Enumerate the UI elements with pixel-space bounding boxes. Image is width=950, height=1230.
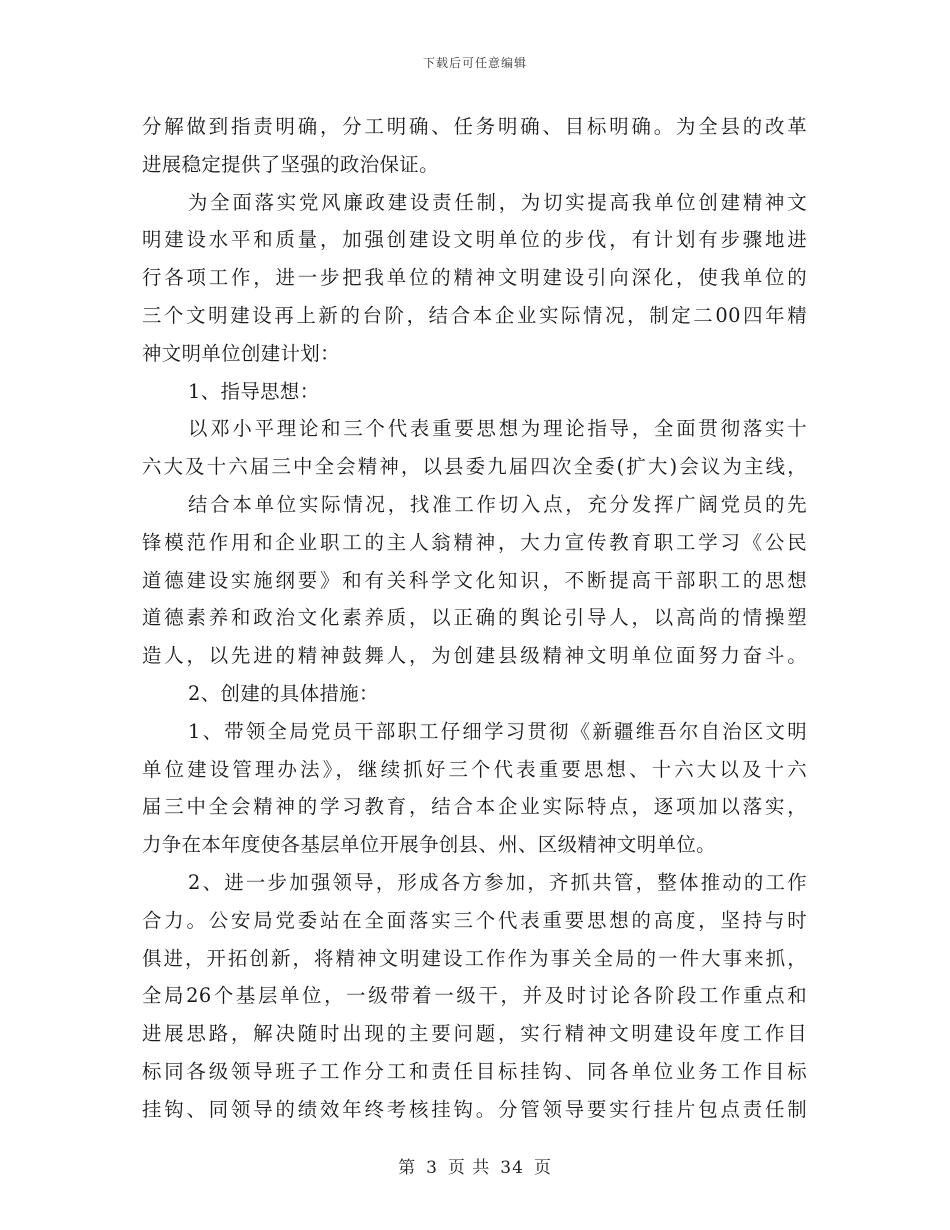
text-line: 力争在本年度使各基层单位开展争创县、州、区级精神文明单位。 bbox=[142, 833, 716, 857]
text-line: 道德建设实施纲要》和有关科学文化知识，不断提高干部职工的思想 bbox=[142, 568, 807, 592]
text-line: 行各项工作，进一步把我单位的精神文明建设引向深化，使我单位的 bbox=[142, 266, 807, 290]
text-line: 俱进，开拓创新，将精神文明建设工作作为事关全局的一件大事来抓， bbox=[142, 946, 807, 970]
text-line: 以邓小平理论和三个代表重要思想为理论指导，全面贯彻落实十 bbox=[188, 417, 807, 441]
text-line: 道德素养和政治文化素养质，以正确的舆论引导人，以高尚的情操塑 bbox=[142, 606, 807, 630]
page-footer bbox=[0, 1153, 950, 1178]
text-line: 2、创建的具体措施： bbox=[188, 681, 379, 705]
text-line: 造人，以先进的精神鼓舞人，为创建县级精神文明单位面努力奋斗。 bbox=[142, 644, 807, 668]
text-line: 2、进一步加强领导，形成各方参加，齐抓共管，整体推动的工作 bbox=[188, 870, 807, 894]
text-line: 进展稳定提供了坚强的政治保证。 bbox=[142, 152, 439, 176]
text-line: 全局26个基层单位，一级带着一级干，并及时讨论各阶段工作重点和 bbox=[142, 984, 807, 1008]
text-line: 1、指导思想： bbox=[188, 379, 320, 403]
text-line: 分解做到指责明确，分工明确、任务明确、目标明确。为全县的改革 bbox=[142, 115, 807, 138]
total-page-count: 34 bbox=[500, 1158, 524, 1178]
document-body bbox=[142, 108, 807, 1129]
text-line: 届三中全会精神的学习教育，结合本企业实际特点，逐项加以落实， bbox=[142, 795, 807, 819]
text-line: 明建设水平和质量，加强创建设文明单位的步伐，有计划有步骤地进 bbox=[142, 228, 807, 252]
text-line: 六大及十六届三中全会精神，以县委九届四次全委(扩大)会议为主线， bbox=[142, 455, 807, 479]
text-line: 为全面落实党风廉政建设责任制，为切实提高我单位创建精神文 bbox=[188, 190, 807, 214]
text-line: 三个文明建设再上新的台阶，结合本企业实际情况，制定二00四年精 bbox=[142, 303, 807, 327]
text-line: 锋模范作用和企业职工的主人翁精神，大力宣传教育职工学习《公民 bbox=[142, 530, 807, 554]
text-line: 进展思路，解决随时出现的主要问题，实行精神文明建设年度工作目 bbox=[142, 1022, 807, 1046]
text-line: 1、带领全局党员干部职工仔细学习贯彻《新疆维吾尔自治区文明 bbox=[188, 719, 807, 743]
text-line: 神文明单位创建计划： bbox=[142, 341, 340, 365]
text-line: 单位建设管理办法》，继续抓好三个代表重要思想、十六大以及十六 bbox=[142, 757, 807, 781]
text-line: 挂钩、同领导的绩效年终考核挂钩。分管领导要实行挂片包点责任制 bbox=[142, 1097, 807, 1121]
current-page-number: 3 bbox=[426, 1158, 438, 1178]
text-line: 标同各级领导班子工作分工和责任目标挂钩、同各单位业务工作目标 bbox=[142, 1059, 807, 1083]
footer-prefix: 第 bbox=[398, 1158, 417, 1178]
text-line: 合力。公安局党委站在全面落实三个代表重要思想的高度，坚持与时 bbox=[142, 908, 807, 932]
footer-suffix: 页 bbox=[533, 1158, 552, 1178]
footer-mid: 页 共 bbox=[447, 1158, 491, 1178]
page-header: 下载后可任意编辑 bbox=[422, 56, 527, 70]
text-line: 结合本单位实际情况，找准工作切入点，充分发挥广阔党员的先 bbox=[188, 492, 807, 516]
